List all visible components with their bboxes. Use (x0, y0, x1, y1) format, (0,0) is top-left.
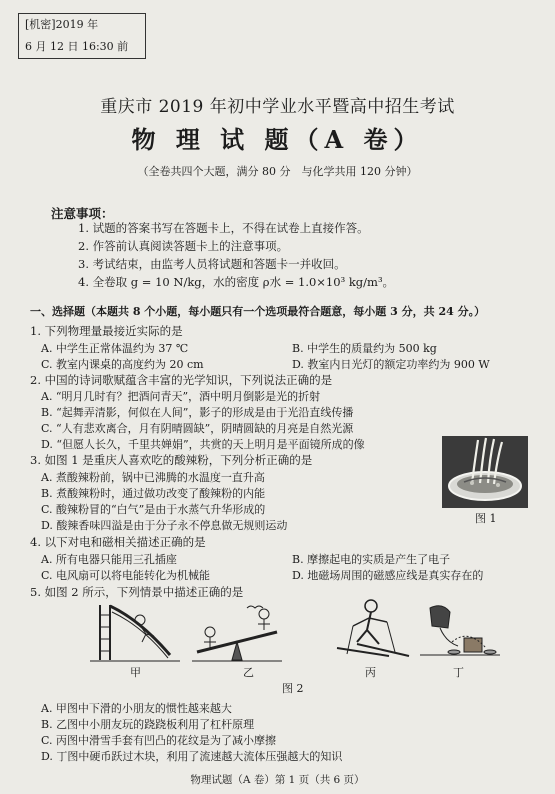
page-footer: 物理试题（A 卷）第 1 页（共 6 页） (190, 774, 365, 786)
figure-2-label-bing: 丙 (365, 666, 376, 679)
q1-option-d: D. 教室内日光灯的额定功率约为 900 W (292, 358, 490, 371)
notice-item: 3. 考试结束，由监考人员将试题和答题卡一并收回。 (78, 257, 346, 271)
notice-item: 1. 试题的答案书写在答题卡上，不得在试卷上直接作答。 (78, 221, 369, 235)
secret-line-1: [机密]2019 年 (25, 18, 99, 31)
exam-subtitle: （全卷共四个大题，满分 80 分 与化学共用 120 分钟） (137, 165, 418, 178)
q2-option-b: B. “起舞弄清影，何似在人间”，影子的形成是由于光沿直线传播 (41, 406, 354, 419)
q5-option-b: B. 乙图中小朋友玩的跷跷板利用了杠杆原理 (41, 718, 255, 731)
question-5-stem: 5. 如图 2 所示，下列情景中描述正确的是 (30, 585, 244, 599)
notice-item: 4. 全卷取 g = 10 N/kg，水的密度 ρ水 = 1.0×10³ kg/m³。 (78, 275, 395, 289)
question-3-stem: 3. 如图 1 是重庆人喜欢吃的酸辣粉，下列分析正确的是 (30, 453, 313, 467)
figure-2-seesaw-illustration (192, 600, 282, 662)
figure-2-label-jia: 甲 (130, 666, 141, 679)
question-4-stem: 4. 以下对电和磁相关描述正确的是 (30, 535, 206, 549)
secret-line-2: 6 月 12 日 16:30 前 (25, 40, 129, 53)
q4-option-b: B. 摩擦起电的实质是产生了电子 (292, 553, 451, 566)
q5-option-d: D. 丁图中硬币跃过木块，利用了流速越大流体压强越大的知识 (41, 750, 343, 763)
figure-2-slide-illustration (90, 600, 180, 662)
notice-item: 2. 作答前认真阅读答题卡上的注意事项。 (78, 239, 289, 253)
paper-title: 物 理 试 题（A 卷） (131, 125, 424, 154)
section-heading: 一、选择题（本题共 8 个小题，每小题只有一个选项最符合题意，每小题 3 分，共 24 分。） (30, 305, 486, 318)
q1-option-c: C. 教室内课桌的高度约为 20 cm (41, 358, 204, 371)
q3-option-b: B. 煮酸辣粉时，通过做功改变了酸辣粉的内能 (41, 487, 266, 500)
q3-option-a: A. 煮酸辣粉前，锅中已沸腾的水温度一直升高 (41, 471, 265, 484)
figure-1-caption: 图 1 (475, 512, 497, 525)
q5-option-a: A. 甲图中下滑的小朋友的惯性越来越大 (41, 702, 232, 715)
figure-2-label-ding: 丁 (453, 666, 464, 679)
q2-option-d: D. “但愿人长久，千里共婵娟”，共赏的天上明月是平面镜所成的像 (41, 438, 365, 451)
q3-option-d: D. 酸辣香味四溢是由于分子永不停息做无规则运动 (41, 519, 288, 532)
confidential-box (18, 13, 146, 59)
q1-option-b: B. 中学生的质量约为 500 kg (292, 342, 437, 355)
notice-heading: 注意事项： (51, 206, 114, 221)
q3-option-c: C. 酸辣粉冒的“白气”是由于水蒸气升华形成的 (41, 503, 266, 516)
question-1-stem: 1. 下列物理量最接近实际的是 (30, 324, 183, 338)
q2-option-a: A. “明月几时有？把酒问青天”，酒中明月倒影是光的折射 (41, 390, 321, 403)
q4-option-a: A. 所有电器只能用三孔插座 (41, 553, 177, 566)
question-2-stem: 2. 中国的诗词歌赋蕴含丰富的光学知识，下列说法正确的是 (30, 373, 333, 387)
figure-1-noodle-bowl (442, 436, 528, 508)
figure-2-coin-illustration (420, 598, 500, 660)
exam-title: 重庆市 2019 年初中学业水平暨高中招生考试 (100, 97, 455, 117)
figure-2-skier-illustration (327, 596, 417, 662)
q5-option-c: C. 丙图中滑雪手套有凹凸的花纹是为了减小摩擦 (41, 734, 277, 747)
q4-option-c: C. 电风扇可以将电能转化为机械能 (41, 569, 211, 582)
q2-option-c: C. “人有悲欢离合，月有阴晴圆缺”，阴晴圆缺的月亮是自然光源 (41, 422, 354, 435)
figure-2-caption: 图 2 (282, 682, 304, 695)
q4-option-d: D. 地磁场周围的磁感应线是真实存在的 (292, 569, 484, 582)
figure-2-label-yi: 乙 (243, 666, 254, 679)
q1-option-a: A. 中学生正常体温约为 37 ℃ (41, 342, 189, 355)
